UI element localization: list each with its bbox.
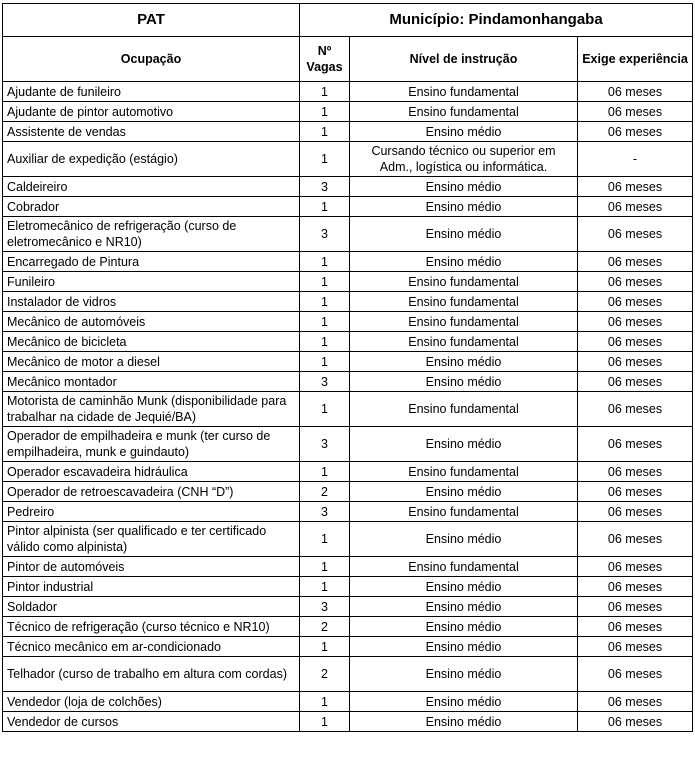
table-row bbox=[3, 502, 693, 522]
occupation-cell: Ajudante de funileiro bbox=[3, 82, 300, 102]
table-row bbox=[3, 272, 693, 292]
table-row bbox=[3, 427, 693, 462]
vacancies-cell: 3 bbox=[300, 427, 350, 462]
occupation-cell: Caldeireiro bbox=[3, 177, 300, 197]
table-row bbox=[3, 557, 693, 577]
table-row bbox=[3, 197, 693, 217]
education-cell: Ensino médio bbox=[350, 712, 578, 732]
table-row bbox=[3, 657, 693, 692]
experience-cell: 06 meses bbox=[578, 272, 693, 292]
education-cell: Ensino fundamental bbox=[350, 102, 578, 122]
vacancies-cell: 1 bbox=[300, 252, 350, 272]
vacancies-cell: 1 bbox=[300, 332, 350, 352]
education-cell: Ensino fundamental bbox=[350, 557, 578, 577]
table-row bbox=[3, 522, 693, 557]
occupation-cell: Pintor alpinista (ser qualificado e ter certificado válido como alpinista) bbox=[3, 522, 300, 557]
table-row bbox=[3, 312, 693, 332]
experience-cell: 06 meses bbox=[578, 522, 693, 557]
education-cell: Ensino fundamental bbox=[350, 82, 578, 102]
column-header-experience: Exige experiência bbox=[578, 37, 693, 82]
vacancies-cell: 1 bbox=[300, 577, 350, 597]
education-cell: Ensino médio bbox=[350, 637, 578, 657]
table-row bbox=[3, 177, 693, 197]
experience-cell: 06 meses bbox=[578, 332, 693, 352]
column-header-education: Nível de instrução bbox=[350, 37, 578, 82]
occupation-cell: Vendedor de cursos bbox=[3, 712, 300, 732]
experience-cell: 06 meses bbox=[578, 502, 693, 522]
experience-cell: 06 meses bbox=[578, 597, 693, 617]
table-row bbox=[3, 372, 693, 392]
education-cell: Ensino médio bbox=[350, 122, 578, 142]
experience-cell: 06 meses bbox=[578, 462, 693, 482]
experience-cell: 06 meses bbox=[578, 617, 693, 637]
education-cell: Ensino fundamental bbox=[350, 312, 578, 332]
table-row bbox=[3, 637, 693, 657]
job-vacancies-table bbox=[2, 3, 693, 732]
vacancies-cell: 1 bbox=[300, 557, 350, 577]
occupation-cell: Soldador bbox=[3, 597, 300, 617]
occupation-cell: Operador de retroescavadeira (CNH “D”) bbox=[3, 482, 300, 502]
occupation-cell: Mecânico de automóveis bbox=[3, 312, 300, 332]
education-cell: Ensino médio bbox=[350, 252, 578, 272]
education-cell: Ensino médio bbox=[350, 177, 578, 197]
vacancies-cell: 1 bbox=[300, 82, 350, 102]
experience-cell: 06 meses bbox=[578, 122, 693, 142]
experience-cell: 06 meses bbox=[578, 657, 693, 692]
table-row bbox=[3, 352, 693, 372]
education-cell: Ensino fundamental bbox=[350, 502, 578, 522]
occupation-cell: Motorista de caminhão Munk (disponibilidade para trabalhar na cidade de Jequié/BA) bbox=[3, 392, 300, 427]
experience-cell: 06 meses bbox=[578, 712, 693, 732]
vacancies-cell: 1 bbox=[300, 292, 350, 312]
occupation-cell: Mecânico de motor a diesel bbox=[3, 352, 300, 372]
municipality-title: Município: Pindamonhangaba bbox=[300, 4, 693, 37]
experience-cell: 06 meses bbox=[578, 392, 693, 427]
experience-cell: 06 meses bbox=[578, 197, 693, 217]
experience-cell: 06 meses bbox=[578, 352, 693, 372]
table-row bbox=[3, 292, 693, 312]
occupation-cell: Ajudante de pintor automotivo bbox=[3, 102, 300, 122]
table-row bbox=[3, 597, 693, 617]
education-cell: Ensino fundamental bbox=[350, 462, 578, 482]
occupation-cell: Mecânico de bicicleta bbox=[3, 332, 300, 352]
education-cell: Ensino médio bbox=[350, 657, 578, 692]
vacancies-cell: 1 bbox=[300, 352, 350, 372]
vacancies-cell: 1 bbox=[300, 102, 350, 122]
education-cell: Ensino fundamental bbox=[350, 332, 578, 352]
experience-cell: 06 meses bbox=[578, 637, 693, 657]
experience-cell: 06 meses bbox=[578, 252, 693, 272]
table-row bbox=[3, 462, 693, 482]
table-body bbox=[3, 82, 693, 732]
vacancies-cell: 1 bbox=[300, 392, 350, 427]
vacancies-cell: 3 bbox=[300, 597, 350, 617]
education-cell: Ensino médio bbox=[350, 352, 578, 372]
occupation-cell: Auxiliar de expedição (estágio) bbox=[3, 142, 300, 177]
table-row bbox=[3, 692, 693, 712]
table-row bbox=[3, 122, 693, 142]
table-row bbox=[3, 577, 693, 597]
vacancies-cell: 1 bbox=[300, 522, 350, 557]
table-row bbox=[3, 482, 693, 502]
occupation-cell: Pedreiro bbox=[3, 502, 300, 522]
education-cell: Ensino médio bbox=[350, 482, 578, 502]
vacancies-cell: 1 bbox=[300, 142, 350, 177]
education-cell: Ensino médio bbox=[350, 692, 578, 712]
vacancies-cell: 1 bbox=[300, 712, 350, 732]
vacancies-cell: 1 bbox=[300, 462, 350, 482]
occupation-cell: Encarregado de Pintura bbox=[3, 252, 300, 272]
education-cell: Ensino médio bbox=[350, 522, 578, 557]
education-cell: Ensino médio bbox=[350, 217, 578, 252]
occupation-cell: Pintor industrial bbox=[3, 577, 300, 597]
table-row bbox=[3, 252, 693, 272]
experience-cell: 06 meses bbox=[578, 102, 693, 122]
pat-title: PAT bbox=[3, 4, 300, 37]
experience-cell: 06 meses bbox=[578, 482, 693, 502]
occupation-cell: Instalador de vidros bbox=[3, 292, 300, 312]
vacancies-cell: 3 bbox=[300, 177, 350, 197]
vacancies-cell: 2 bbox=[300, 482, 350, 502]
education-cell: Ensino fundamental bbox=[350, 292, 578, 312]
table-row bbox=[3, 102, 693, 122]
column-header-vacancies: Nº Vagas bbox=[300, 37, 350, 82]
education-cell: Cursando técnico ou superior em Adm., logística ou informática. bbox=[350, 142, 578, 177]
occupation-cell: Pintor de automóveis bbox=[3, 557, 300, 577]
vacancies-cell: 1 bbox=[300, 692, 350, 712]
experience-cell: 06 meses bbox=[578, 292, 693, 312]
table-row bbox=[3, 617, 693, 637]
vacancies-cell: 1 bbox=[300, 197, 350, 217]
education-cell: Ensino médio bbox=[350, 617, 578, 637]
experience-cell: 06 meses bbox=[578, 557, 693, 577]
table-row bbox=[3, 712, 693, 732]
table-row bbox=[3, 217, 693, 252]
occupation-cell: Funileiro bbox=[3, 272, 300, 292]
experience-cell: 06 meses bbox=[578, 692, 693, 712]
vacancies-cell: 1 bbox=[300, 637, 350, 657]
occupation-cell: Vendedor (loja de colchões) bbox=[3, 692, 300, 712]
experience-cell: 06 meses bbox=[578, 177, 693, 197]
table-row bbox=[3, 82, 693, 102]
experience-cell: 06 meses bbox=[578, 217, 693, 252]
education-cell: Ensino fundamental bbox=[350, 272, 578, 292]
education-cell: Ensino médio bbox=[350, 197, 578, 217]
vacancies-cell: 1 bbox=[300, 312, 350, 332]
experience-cell: 06 meses bbox=[578, 577, 693, 597]
column-header-occupation: Ocupação bbox=[3, 37, 300, 82]
education-cell: Ensino médio bbox=[350, 597, 578, 617]
vacancies-cell: 3 bbox=[300, 217, 350, 252]
vacancies-cell: 3 bbox=[300, 372, 350, 392]
experience-cell: 06 meses bbox=[578, 82, 693, 102]
experience-cell: 06 meses bbox=[578, 427, 693, 462]
education-cell: Ensino médio bbox=[350, 427, 578, 462]
vacancies-cell: 1 bbox=[300, 272, 350, 292]
occupation-cell: Operador escavadeira hidráulica bbox=[3, 462, 300, 482]
experience-cell: - bbox=[578, 142, 693, 177]
occupation-cell: Técnico de refrigeração (curso técnico e NR10) bbox=[3, 617, 300, 637]
occupation-cell: Telhador (curso de trabalho em altura com cordas) bbox=[3, 657, 300, 692]
vacancies-cell: 2 bbox=[300, 617, 350, 637]
occupation-cell: Técnico mecânico em ar-condicionado bbox=[3, 637, 300, 657]
occupation-cell: Operador de empilhadeira e munk (ter curso de empilhadeira, munk e guindauto) bbox=[3, 427, 300, 462]
occupation-cell: Eletromecânico de refrigeração (curso de eletromecânico e NR10) bbox=[3, 217, 300, 252]
vacancies-cell: 3 bbox=[300, 502, 350, 522]
vacancies-cell: 2 bbox=[300, 657, 350, 692]
table-row bbox=[3, 392, 693, 427]
table-row bbox=[3, 332, 693, 352]
table-row bbox=[3, 142, 693, 177]
occupation-cell: Assistente de vendas bbox=[3, 122, 300, 142]
vacancies-cell: 1 bbox=[300, 122, 350, 142]
experience-cell: 06 meses bbox=[578, 372, 693, 392]
occupation-cell: Cobrador bbox=[3, 197, 300, 217]
education-cell: Ensino fundamental bbox=[350, 392, 578, 427]
occupation-cell: Mecânico montador bbox=[3, 372, 300, 392]
education-cell: Ensino médio bbox=[350, 372, 578, 392]
experience-cell: 06 meses bbox=[578, 312, 693, 332]
education-cell: Ensino médio bbox=[350, 577, 578, 597]
